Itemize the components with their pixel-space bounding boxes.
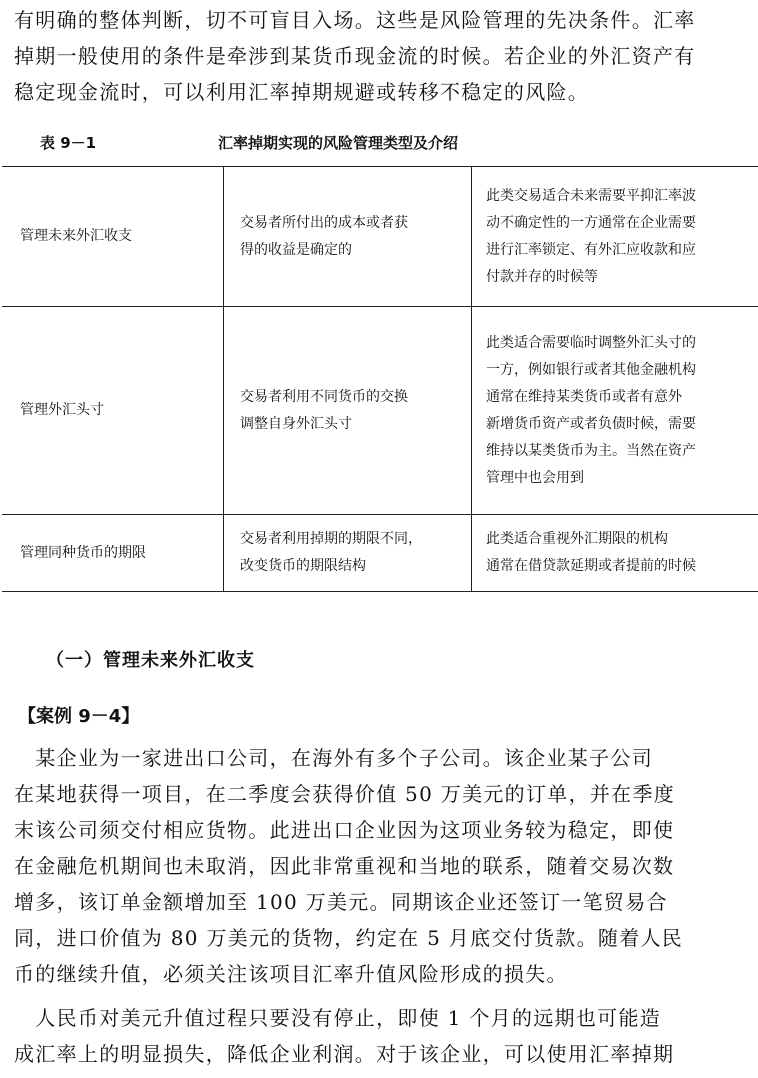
text-line: 掉期一般使用的条件是牵涉到某货币现金流的时候。若企业的外汇资产有 [14,44,696,68]
text-line: 在金融危机期间也未取消，因此非常重视和当地的联系，随着交易次数 [14,854,675,878]
table-row [2,515,758,592]
type-cell: 管理未来外汇收支 [2,167,224,307]
text-line: 成汇率上的明显损失，降低企业利润。对于该企业，可以使用汇率掉期 [14,1042,675,1066]
rmb-paragraph [14,1000,750,1072]
case-label: 【案例 9－4】 [18,706,140,727]
feature-cell: 交易者所付出的成本或者获 得的收益是确定的 [224,167,472,307]
text-line: 末该公司须交付相应货物。此进出口企业因为这项业务较为稳定，即使 [14,818,675,842]
feature-cell: 交易者利用掉期的期限不同， 改变货币的期限结构 [224,515,472,592]
feature-cell: 交易者利用不同货币的交换 调整自身外汇头寸 [224,307,472,515]
table-row [2,307,758,515]
type-cell: 管理外汇头寸 [2,307,224,515]
case-paragraph [14,740,750,992]
text-line: 币的继续升值，必须关注该项目汇率升值风险形成的损失。 [14,962,568,986]
section-heading: （一）管理未来外汇收支 [46,650,255,671]
text-line: 稳定现金流时，可以利用汇率掉期规避或转移不稳定的风险。 [14,80,590,104]
text-line: 有明确的整体判断，切不可盲目入场。这些是风险管理的先决条件。汇率 [14,8,696,32]
text-line: 在某地获得一项目，在二季度会获得价值 50 万美元的订单，并在季度 [14,782,676,806]
applicable-cell: 此类适合重视外汇期限的机构 通常在借贷款延期或者提前的时候 [472,515,758,592]
applicable-cell: 此类适合需要临时调整外汇头寸的 一方，例如银行或者其他金融机构 通常在维持某类货币或者有意外 新增货币资产或者负债时候，需要 维持以某类货币为主。当然在资产 管理中也会用到 [472,307,758,515]
risk-management-table [2,166,758,592]
table-caption [40,132,740,158]
table-number: 表 9－1 [40,134,97,152]
intro-paragraph [14,2,750,110]
text-line: 同，进口价值为 80 万美元的货物，约定在 5 月底交付货款。随着人民 [14,926,684,950]
type-cell: 管理同种货币的期限 [2,515,224,592]
table-title: 汇率掉期实现的风险管理类型及介绍 [218,134,459,152]
text-line: 人民币对美元升值过程只要没有停止，即使 1 个月的远期也可能造 [14,1006,662,1030]
text-line: 某企业为一家进出口公司，在海外有多个子公司。该企业某子公司 [14,746,653,770]
text-line: 增多，该订单金额增加至 100 万美元。同期该企业还签订一笔贸易合 [14,890,668,914]
table-row [2,167,758,307]
applicable-cell: 此类交易适合未来需要平抑汇率波 动不确定性的一方通常在企业需要 进行汇率锁定、有外汇应收款和应 付款并存的时候等 [472,167,758,307]
